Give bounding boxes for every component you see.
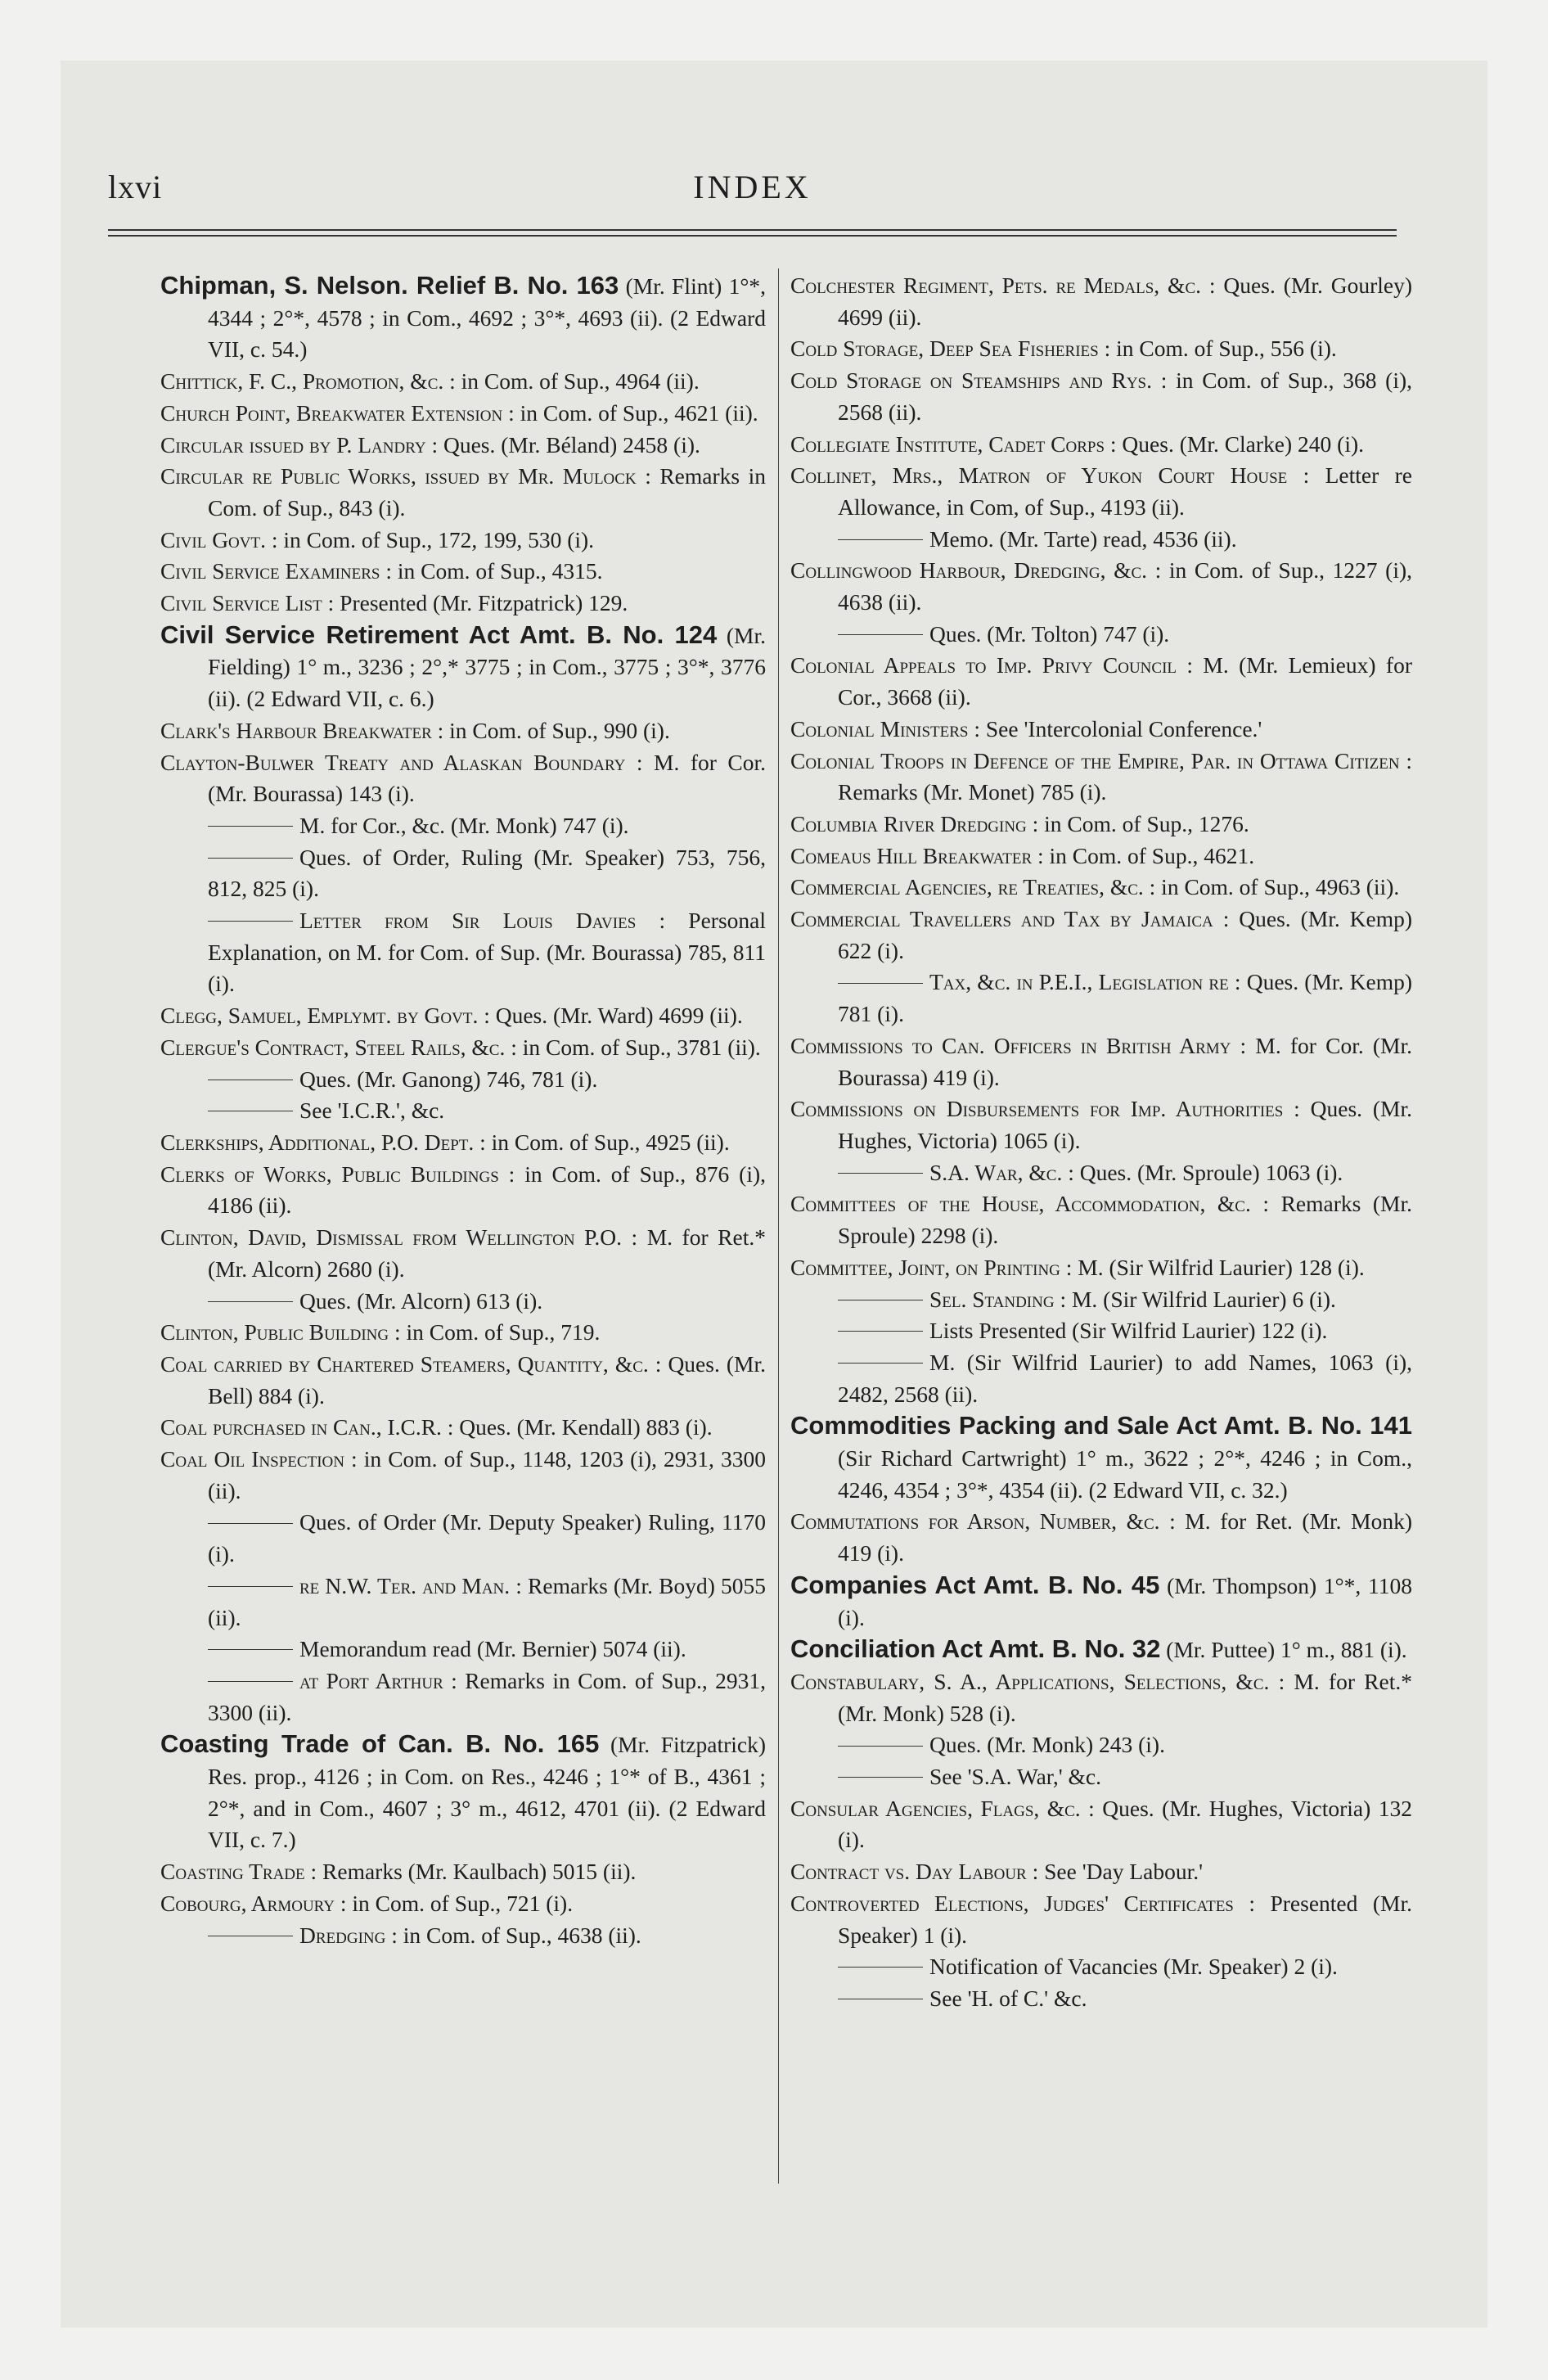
- index-entry: [790, 1793, 1412, 1856]
- entry-reference: Lists Presented (Sir Wilfrid Laurier) 122 (i).: [929, 1318, 1328, 1344]
- index-entry: [160, 366, 766, 398]
- entry-reference: (Mr. Puttee) 1° m., 881 (i).: [1160, 1637, 1407, 1663]
- index-entry: [790, 333, 1412, 365]
- entry-reference: : Ques. (Mr. Hughes, Victoria) 1065 (i).: [838, 1096, 1412, 1153]
- entry-heading: Colchester Regiment, Pets. re Medals, &c.: [790, 273, 1201, 298]
- entry-heading: S.A. War, &c.: [929, 1159, 1063, 1185]
- entry-reference: Ques. (Mr. Monk) 243 (i).: [929, 1732, 1165, 1758]
- index-subentry: [790, 1347, 1412, 1410]
- index-entry: [160, 1349, 766, 1412]
- index-subentry: [160, 1064, 766, 1096]
- entry-heading: Collinet, Mrs., Matron of Yukon Court House: [790, 462, 1288, 489]
- entry-heading: Collingwood Harbour, Dredging, &c.: [790, 557, 1148, 584]
- index-entry: [790, 872, 1412, 904]
- entry-heading: Chittick, F. C., Promotion, &c.: [160, 368, 444, 394]
- index-entry: [160, 1222, 766, 1285]
- entry-heading: Conciliation Act Amt. B. No. 32: [790, 1634, 1161, 1664]
- entry-reference: See 'I.C.R.', &c.: [299, 1098, 445, 1124]
- entry-heading: Civil Service Examiners: [160, 558, 380, 584]
- entry-reference: : Ques. (Mr. Kemp) 781 (i).: [838, 969, 1412, 1027]
- entry-reference: : Ques. (Mr. Clarke) 240 (i).: [1105, 430, 1364, 457]
- entry-heading: at Port Arthur: [299, 1667, 443, 1693]
- index-subentry: [790, 967, 1412, 1030]
- entry-reference: Ques. of Order, Ruling (Mr. Speaker) 753, 756, 812, 825 (i).: [208, 844, 766, 902]
- entry-reference: : in Com. of Sup., 876 (i), 4186 (ii).: [208, 1161, 767, 1219]
- entry-reference: : in Com. of Sup., 4621.: [1032, 842, 1255, 868]
- index-entry: [160, 398, 766, 430]
- entry-reference: See 'S.A. War,' &c.: [929, 1764, 1102, 1790]
- entry-heading: Chipman, S. Nelson. Relief B. No. 163: [160, 271, 619, 300]
- ditto-dash: [208, 921, 293, 922]
- entry-heading: Colonial Troops in Defence of the Empire, Par. in Ottawa Citizen: [790, 747, 1400, 773]
- index-entry: [160, 461, 766, 524]
- entry-reference: : Remarks (Mr. Monet) 785 (i).: [838, 747, 1412, 805]
- index-entry: [160, 430, 766, 462]
- index-entry: [790, 809, 1412, 841]
- entry-heading: Clinton, David, Dismissal from Wellington P.O.: [160, 1224, 622, 1251]
- ditto-dash: [208, 1301, 293, 1302]
- index-entry: [160, 1729, 766, 1856]
- entry-reference: Ques. of Order (Mr. Deputy Speaker) Ruling, 1170 (i).: [208, 1509, 766, 1567]
- index-subentry: [790, 1951, 1412, 1983]
- entry-heading: Commercial Travellers and Tax by Jamaica: [790, 906, 1213, 932]
- index-entry: [790, 1570, 1412, 1634]
- ditto-dash: [838, 983, 923, 984]
- index-entry: [160, 270, 766, 366]
- entry-reference: : Presented (Mr. Speaker) 1 (i).: [838, 1890, 1412, 1948]
- entry-reference: Ques. (Mr. Tolton) 747 (i).: [929, 620, 1170, 647]
- entry-reference: M. for Cor., &c. (Mr. Monk) 747 (i).: [299, 812, 629, 838]
- entry-reference: : M. (Mr. Lemieux) for Cor., 3668 (ii).: [838, 652, 1412, 710]
- ditto-dash: [838, 1746, 923, 1747]
- ditto-dash: [208, 858, 293, 859]
- entry-heading: Coal carried by Chartered Steamers, Quantity, &c.: [160, 1350, 649, 1377]
- ditto-dash: [208, 1681, 293, 1682]
- entry-reference: Ques. (Mr. Alcorn) 613 (i).: [299, 1287, 543, 1314]
- index-subentry: [790, 1729, 1412, 1761]
- index-entry: [790, 1252, 1412, 1284]
- entry-reference: (Sir Richard Cartwright) 1° m., 3622 ; 2°*, 4246 ; in Com., 4246, 4354 ; 3°*, 4354 (ii). (2 Edward VII, c. 32.): [838, 1445, 1412, 1503]
- entry-reference: : M. for Ret. (Mr. Monk) 419 (i).: [838, 1508, 1412, 1566]
- entry-reference: : Ques. (Mr. Sproule) 1063 (i).: [1062, 1159, 1343, 1185]
- index-entry: [160, 1127, 766, 1159]
- entry-reference: : Ques. (Mr. Bell) 884 (i).: [208, 1350, 766, 1409]
- entry-reference: : Remarks (Mr. Boyd) 5055 (ii).: [208, 1572, 766, 1630]
- index-entry: [790, 365, 1412, 428]
- entry-heading: re N.W. Ter. and Man.: [299, 1572, 511, 1598]
- entry-reference: : M. (Sir Wilfrid Laurier) 128 (i).: [1060, 1254, 1365, 1280]
- index-entry: [790, 429, 1412, 461]
- entry-heading: Dredging: [299, 1922, 386, 1948]
- right-column: [790, 270, 1412, 2015]
- ditto-dash: [838, 1173, 923, 1174]
- entry-heading: Cold Storage, Deep Sea Fisheries: [790, 336, 1099, 362]
- index-subentry: [160, 810, 766, 842]
- entry-heading: Colonial Ministers: [790, 715, 969, 741]
- index-entry: [790, 1410, 1412, 1506]
- entry-reference: (Mr. Flint) 1°*, 4344 ; 2°*, 4578 ; in Com., 4692 ; 3°*, 4693 (ii). (2 Edward VII, c. 54.): [208, 273, 767, 363]
- index-entry: [790, 1634, 1412, 1666]
- ditto-dash: [838, 634, 923, 635]
- entry-reference: Ques. (Mr. Ganong) 746, 781 (i).: [299, 1066, 598, 1092]
- entry-heading: Coasting Trade of Can. B. No. 165: [160, 1729, 600, 1759]
- entry-reference: : Ques. (Mr. Hughes, Victoria) 132 (i).: [838, 1795, 1412, 1853]
- entry-reference: : See 'Intercolonial Conference.': [968, 715, 1262, 741]
- entry-heading: Clark's Harbour Breakwater: [160, 717, 432, 743]
- entry-reference: : Ques. (Mr. Béland) 2458 (i).: [425, 431, 700, 458]
- index-subentry: [790, 524, 1412, 556]
- index-entry: [160, 1412, 766, 1444]
- entry-heading: Letter from Sir Louis Davies: [299, 908, 637, 934]
- entry-reference: Notification of Vacancies (Mr. Speaker) 2 (i).: [929, 1954, 1338, 1980]
- index-entry: [790, 1666, 1412, 1729]
- entry-heading: Clerks of Works, Public Buildings: [160, 1161, 499, 1187]
- index-subentry: [160, 842, 766, 905]
- entry-heading: Colonial Appeals to Imp. Privy Council: [790, 652, 1177, 678]
- entry-heading: Consular Agencies, Flags, &c.: [790, 1795, 1081, 1821]
- entry-reference: : Presented (Mr. Fitzpatrick) 129.: [322, 590, 628, 616]
- entry-reference: See 'H. of C.' &c.: [929, 1985, 1087, 2011]
- entry-reference: : in Com. of Sup., 721 (i).: [335, 1890, 574, 1916]
- index-entry: [790, 1093, 1412, 1156]
- entry-reference: (Mr. Fielding) 1° m., 3236 ; 2°,* 3775 ; in Com., 3775 ; 3°*, 3776 (ii). (2 Edward VII, c. 6.): [208, 622, 767, 712]
- entry-heading: Commercial Agencies, re Treaties, &c.: [790, 874, 1144, 900]
- entry-reference: : M. for Cor. (Mr. Bourassa) 419 (i).: [838, 1032, 1413, 1090]
- entry-heading: Cobourg, Armoury: [160, 1890, 335, 1916]
- entry-reference: : See 'Day Labour.': [1026, 1859, 1204, 1885]
- index-entry: [160, 588, 766, 620]
- entry-heading: Contract vs. Day Labour: [790, 1859, 1027, 1885]
- entry-heading: Commissions to Can. Officers in British Army: [790, 1032, 1231, 1058]
- index-entry: [160, 1856, 766, 1888]
- entry-heading: Companies Act Amt. B. No. 45: [790, 1570, 1160, 1599]
- index-entry: [160, 1317, 766, 1349]
- index-subentry: [160, 1507, 766, 1570]
- index-entry: [790, 1888, 1412, 1951]
- entry-reference: Memo. (Mr. Tarte) read, 4536 (ii).: [929, 525, 1237, 552]
- left-column: [160, 270, 766, 1951]
- index-subentry: [790, 1315, 1412, 1347]
- entry-heading: Church Point, Breakwater Extension: [160, 399, 503, 426]
- entry-reference: : M. for Ret.* (Mr. Monk) 528 (i).: [838, 1668, 1412, 1726]
- index-entry: [790, 1188, 1412, 1251]
- index-subentry: [790, 619, 1412, 651]
- ditto-dash: [208, 1586, 293, 1587]
- entry-reference: M. (Sir Wilfrid Laurier) to add Names, 1063 (i), 2482, 2568 (ii).: [838, 1349, 1412, 1407]
- entry-heading: Sel. Standing: [929, 1286, 1055, 1312]
- index-subentry: [160, 1920, 766, 1952]
- index-entry: [790, 650, 1412, 713]
- entry-heading: Comeaus Hill Breakwater: [790, 842, 1033, 868]
- entry-heading: Commissions on Disbursements for Imp. Authorities: [790, 1096, 1284, 1122]
- ditto-dash: [838, 1967, 923, 1968]
- index-subentry: [160, 1571, 766, 1634]
- column-divider: [778, 268, 779, 2184]
- page-header: [108, 168, 1397, 217]
- entry-heading: Coal purchased in Can., I.C.R.: [160, 1414, 442, 1440]
- index-subentry: [160, 905, 766, 1000]
- entry-reference: : Remarks (Mr. Kaulbach) 5015 (ii).: [304, 1859, 637, 1885]
- index-entry: [790, 270, 1412, 333]
- index-entry: [160, 525, 766, 557]
- entry-reference: : in Com. of Sup., 4964 (ii).: [443, 368, 700, 394]
- entry-reference: : in Com. of Sup., 4315.: [380, 558, 603, 584]
- entry-heading: Cold Storage on Steamships and Rys.: [790, 367, 1152, 394]
- entry-reference: Memorandum read (Mr. Bernier) 5074 (ii).: [299, 1636, 686, 1662]
- ditto-dash: [838, 1363, 923, 1364]
- entry-reference: : in Com. of Sup., 556 (i).: [1098, 336, 1337, 362]
- index-subentry: [160, 1286, 766, 1318]
- entry-reference: (Mr. Thompson) 1°*, 1108 (i).: [838, 1572, 1412, 1630]
- entry-heading: Commutations for Arson, Number, &c.: [790, 1508, 1160, 1535]
- entry-reference: : in Com. of Sup., 1276.: [1026, 810, 1249, 836]
- index-entry: [790, 714, 1412, 746]
- entry-heading: Coal Oil Inspection: [160, 1446, 344, 1472]
- ditto-dash: [838, 1777, 923, 1778]
- entry-reference: : Ques. (Mr. Kendall) 883 (i).: [441, 1414, 713, 1440]
- header-rule: [108, 229, 1397, 241]
- index-entry: [160, 1000, 766, 1032]
- index-entry: [790, 904, 1412, 967]
- entry-reference: : in Com. of Sup., 4621 (ii).: [502, 399, 758, 426]
- entry-heading: Committees of the House, Accommodation, &c.: [790, 1191, 1251, 1217]
- entry-reference: : Ques. (Mr. Gourley) 4699 (ii).: [838, 273, 1412, 330]
- ditto-dash: [208, 1523, 293, 1524]
- ditto-dash: [208, 1649, 293, 1650]
- entry-heading: Clegg, Samuel, Emplymt. by Govt.: [160, 1003, 479, 1029]
- index-entry: [790, 555, 1412, 618]
- entry-reference: (Mr. Fitzpatrick) Res. prop., 4126 ; in Com. on Res., 4246 ; 1°* of B., 4361 ; 2°*, and in Com., 4607 ; 3° m., 4612, 4701 (ii). (2 Edward VII, c. 7.): [208, 1732, 767, 1853]
- index-entry: [790, 841, 1412, 872]
- entry-reference: : in Com. of Sup., 719.: [389, 1319, 601, 1346]
- entry-heading: Clayton-Bulwer Treaty and Alaskan Boundary: [160, 749, 626, 775]
- entry-heading: Clerkships, Additional, P.O. Dept.: [160, 1129, 475, 1155]
- index-entry: [160, 1032, 766, 1064]
- index-entry: [160, 715, 766, 747]
- entry-reference: : in Com. of Sup., 990 (i).: [431, 717, 670, 743]
- entry-heading: Columbia River Dredging: [790, 810, 1027, 836]
- entry-reference: : Ques. (Mr. Ward) 4699 (ii).: [478, 1003, 743, 1029]
- entry-heading: Committee, Joint, on Printing: [790, 1254, 1060, 1280]
- index-entry: [160, 1444, 766, 1507]
- index-subentry: [160, 1634, 766, 1666]
- entry-reference: : in Com. of Sup., 1227 (i), 4638 (ii).: [838, 557, 1412, 615]
- entry-reference: : Letter re Allowance, in Com, of Sup., 4193 (ii).: [838, 462, 1412, 520]
- ditto-dash: [838, 539, 923, 540]
- entry-heading: Civil Govt.: [160, 526, 266, 552]
- entry-reference: : Remarks (Mr. Sproule) 2298 (i).: [838, 1191, 1412, 1249]
- entry-reference: : in Com. of Sup., 4925 (ii).: [474, 1129, 730, 1155]
- entry-heading: Clergue's Contract, Steel Rails, &c.: [160, 1034, 506, 1060]
- entry-heading: Commodities Packing and Sale Act Amt. B. No. 141: [790, 1411, 1412, 1440]
- index-entry: [160, 620, 766, 715]
- page-title: INDEX: [693, 169, 812, 205]
- entry-heading: Constabulary, S. A., Applications, Selections, &c.: [790, 1668, 1270, 1694]
- index-subentry: [790, 1284, 1412, 1316]
- index-subentry: [790, 1761, 1412, 1793]
- index-entry: [160, 556, 766, 588]
- entry-reference: : M. for Cor. (Mr. Bourassa) 143 (i).: [208, 749, 766, 807]
- entry-reference: : in Com. of Sup., 4963 (ii).: [1143, 874, 1400, 900]
- entry-heading: Clinton, Public Building: [160, 1319, 389, 1346]
- entry-heading: Civil Service List: [160, 590, 322, 616]
- entry-reference: : Remarks in Com. of Sup., 843 (i).: [208, 463, 766, 521]
- entry-reference: : in Com. of Sup., 3781 (ii).: [505, 1034, 761, 1060]
- entry-reference: : Personal Explanation, on M. for Com. of Sup. (Mr. Bourassa) 785, 811 (i).: [208, 908, 766, 997]
- entry-reference: : M. (Sir Wilfrid Laurier) 6 (i).: [1054, 1286, 1336, 1312]
- entry-heading: Circular re Public Works, issued by Mr. Mulock: [160, 463, 637, 489]
- entry-reference: : in Com. of Sup., 172, 199, 530 (i).: [265, 526, 595, 552]
- index-entry: [790, 1030, 1412, 1093]
- entry-heading: Coasting Trade: [160, 1859, 305, 1885]
- entry-heading: Circular issued by P. Landry: [160, 431, 426, 458]
- index-entry: [790, 1506, 1412, 1569]
- entry-reference: : in Com. of Sup., 1148, 1203 (i), 2931, 3300 (ii).: [208, 1446, 766, 1503]
- entry-reference: : M. for Ret.* (Mr. Alcorn) 2680 (i).: [208, 1224, 766, 1282]
- entry-reference: : in Com. of Sup., 4638 (ii).: [385, 1922, 641, 1948]
- index-entry: [160, 1159, 766, 1222]
- index-entry: [790, 1856, 1412, 1888]
- entry-reference: : in Com. of Sup., 368 (i), 2568 (ii).: [838, 367, 1412, 425]
- ditto-dash: [838, 1331, 923, 1332]
- entry-reference: : Remarks in Com. of Sup., 2931, 3300 (ii).: [208, 1667, 766, 1725]
- index-subentry: [790, 1157, 1412, 1189]
- index-entry: [160, 1888, 766, 1920]
- entry-heading: Civil Service Retirement Act Amt. B. No. 124: [160, 620, 718, 649]
- index-subentry: [160, 1095, 766, 1127]
- entry-reference: : Ques. (Mr. Kemp) 622 (i).: [838, 906, 1412, 963]
- entry-heading: Tax, &c. in P.E.I., Legislation re: [929, 969, 1229, 995]
- page-number: lxvi: [108, 169, 163, 205]
- index-entry: [790, 746, 1412, 809]
- index-entry: [790, 460, 1412, 523]
- entry-heading: Collegiate Institute, Cadet Corps: [790, 430, 1105, 457]
- ditto-dash: [208, 826, 293, 827]
- index-entry: [160, 747, 766, 810]
- index-subentry: [160, 1666, 766, 1729]
- entry-heading: Controverted Elections, Judges' Certificates: [790, 1890, 1234, 1916]
- index-subentry: [790, 1983, 1412, 2015]
